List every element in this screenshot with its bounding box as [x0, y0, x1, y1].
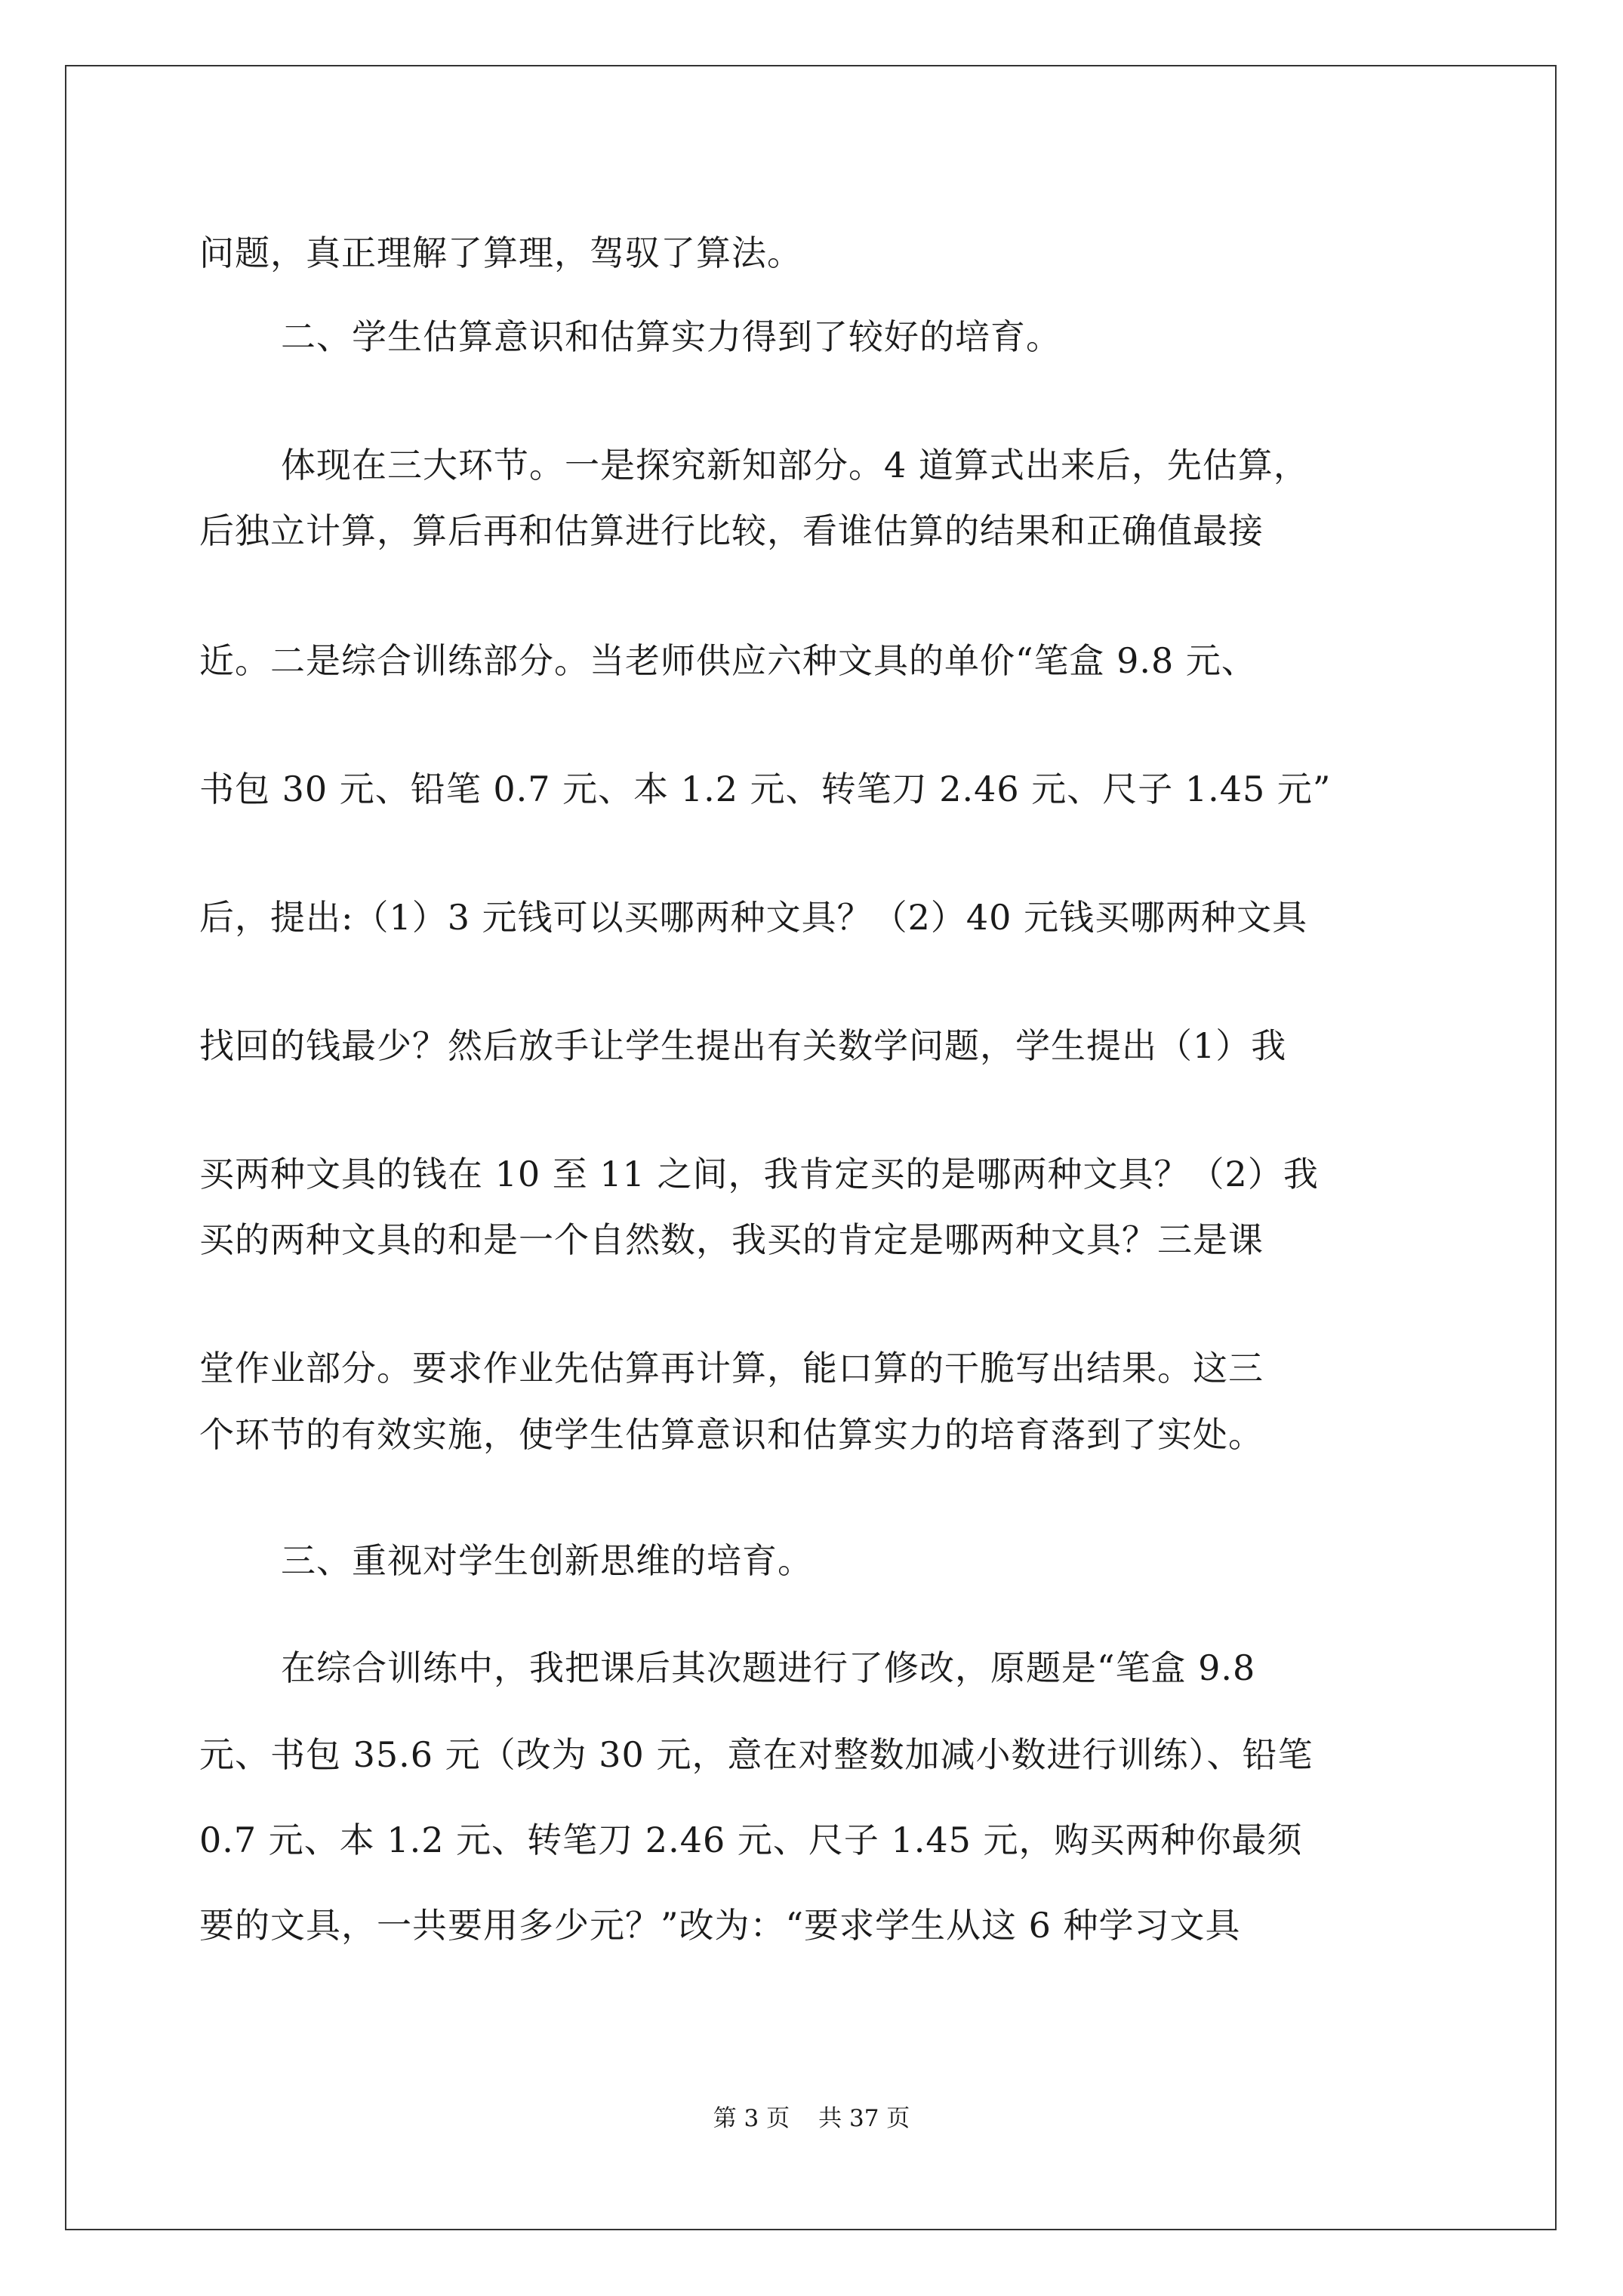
- body-line: 问题，真正理解了算理，驾驭了算法。: [199, 233, 802, 273]
- body-line: 书包 30 元、铅笔 0.7 元、本 1.2 元、转笔刀 2.46 元、尺子 1.45 元”: [199, 769, 1332, 809]
- body-line: 个环节的有效实施，使学生估算意识和估算实力的培育落到了实处。: [199, 1414, 1264, 1455]
- body-line: 要的文具，一共要用多少元？”改为：“要求学生从这 6 种学习文具: [199, 1905, 1241, 1946]
- page-footer: [0, 2103, 1623, 2134]
- body-line: 在综合训练中，我把课后其次题进行了修改，原题是“笔盒 9.8: [281, 1647, 1256, 1688]
- body-line: 买的两种文具的和是一个自然数，我买的肯定是哪两种文具？三是课: [199, 1219, 1264, 1260]
- page-total: 共 37 页: [818, 2105, 910, 2132]
- body-line: 元、书包 35.6 元（改为 30 元，意在对整数加减小数进行训练）、铅笔: [199, 1734, 1313, 1775]
- section-heading: 三、重视对学生创新思维的培育。: [281, 1540, 813, 1581]
- body-line: 找回的钱最少？然后放手让学生提出有关数学问题，学生提出（1）我: [199, 1025, 1287, 1066]
- body-line: 买两种文具的钱在 10 至 11 之间，我肯定买的是哪两种文具？（2）我: [199, 1154, 1319, 1194]
- section-heading: 二、学生估算意识和估算实力得到了较好的培育。: [281, 316, 1061, 357]
- body-line: 近。二是综合训练部分。当老师供应六种文具的单价“笔盒 9.8 元、: [199, 640, 1257, 681]
- body-line: 堂作业部分。要求作业先估算再计算，能口算的干脆写出结果。这三: [199, 1348, 1264, 1388]
- body-line: 体现在三大环节。一是探究新知部分。4 道算式出来后，先估算，: [281, 445, 1309, 485]
- body-line: 后，提出:（1）3 元钱可以买哪两种文具？（2）40 元钱买哪两种文具: [199, 897, 1308, 938]
- page-number: 第 3 页: [713, 2105, 790, 2132]
- body-line: 后独立计算，算后再和估算进行比较，看谁估算的结果和正确值最接: [199, 510, 1264, 551]
- body-line: 0.7 元、本 1.2 元、转笔刀 2.46 元、尺子 1.45 元，购买两种你最须: [199, 1820, 1303, 1860]
